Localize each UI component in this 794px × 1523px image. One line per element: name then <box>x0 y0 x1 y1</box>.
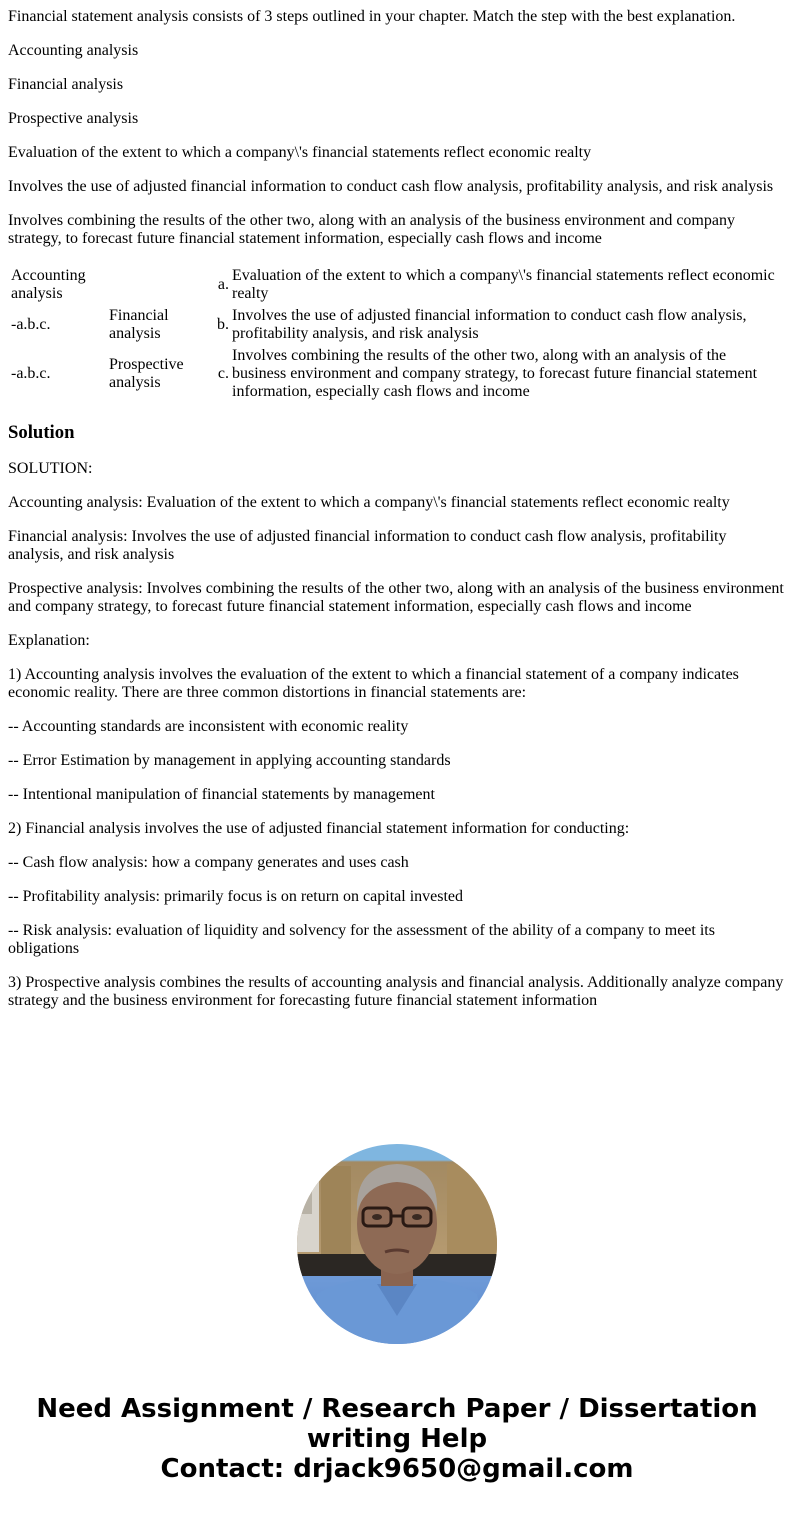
explanation-paragraph: -- Risk analysis: evaluation of liquidity and solvency for the assessment of the ability of a company to meet its obligations <box>8 922 715 957</box>
table-row <box>10 306 784 344</box>
table-row <box>10 266 784 304</box>
solution-label: SOLUTION: <box>8 460 93 477</box>
solution-answer: Financial analysis: Involves the use of adjusted financial information to conduct cash flow analysis, profitability analysis, and risk analysis <box>8 528 727 563</box>
option-letter: c. <box>217 365 229 382</box>
step-prospective: Prospective analysis <box>8 110 139 127</box>
explanation-paragraph: -- Error Estimation by management in applying accounting standards <box>8 752 451 769</box>
option-letter: a. <box>217 276 229 293</box>
explanation-paragraph: -- Accounting standards are inconsistent with economic reality <box>8 718 409 735</box>
explanation-paragraph: 2) Financial analysis involves the use of adjusted financial statement information for conducting: <box>8 820 630 837</box>
option-text: Involves the use of adjusted financial information to conduct cash flow analysis, profitability analysis, and risk analysis <box>232 307 747 342</box>
explanation-paragraph: -- Profitability analysis: primarily focus is on return on capital invested <box>8 888 464 905</box>
step-financial: Financial analysis <box>8 76 124 93</box>
promo-headline: Need Assignment / Research Paper / Dissertation writing Help <box>36 1394 758 1454</box>
step-accounting: Accounting analysis <box>8 42 139 59</box>
match-table <box>8 264 786 404</box>
explanation-paragraph: 3) Prospective analysis combines the results of accounting analysis and financial analysis. Additionally analyze company strategy and the business environment for forecasting future financial statement information <box>8 974 784 1009</box>
explanation-paragraph: 1) Accounting analysis involves the evaluation of the extent to which a financial statement of a company indicates economic reality. There are three common distortions in financial statements are: <box>8 666 739 701</box>
match-step: Financial analysis <box>109 307 169 342</box>
explanation-a: Evaluation of the extent to which a company\'s financial statements reflect economic realty <box>8 144 592 161</box>
match-select[interactable]: -a.b.c. <box>11 316 51 333</box>
promo-contact[interactable]: Contact: drjack9650@gmail.com <box>160 1454 634 1484</box>
option-letter: b. <box>217 316 229 333</box>
person-photo-icon <box>297 1144 497 1344</box>
match-step <box>108 266 210 304</box>
promo-banner <box>0 1394 794 1484</box>
question-prompt: Financial statement analysis consists of 3 steps outlined in your chapter. Match the step with the best explanation. <box>8 8 736 25</box>
explanation-paragraph: -- Cash flow analysis: how a company generates and uses cash <box>8 854 409 871</box>
match-step: Prospective analysis <box>109 356 184 391</box>
avatar <box>297 1144 497 1344</box>
document <box>0 8 794 1010</box>
explanation-c: Involves combining the results of the other two, along with an analysis of the business environment and company strategy, to forecast future financial statement information, especially cash flows and income <box>8 212 735 247</box>
table-row <box>10 346 784 402</box>
solution-answer: Prospective analysis: Involves combining the results of the other two, along with an analysis of the business environment and company strategy, to forecast future financial statement information, especially cash flows and income <box>8 580 784 615</box>
explanation-label: Explanation: <box>8 632 90 649</box>
match-select[interactable]: Accounting analysis <box>11 267 86 302</box>
option-text: Evaluation of the extent to which a company\'s financial statements reflect economic realty <box>232 267 775 302</box>
option-text: Involves combining the results of the other two, along with an analysis of the business environment and company strategy, to forecast future financial statement information, especially cash flows and income <box>232 347 758 400</box>
solution-heading: Solution <box>8 422 75 443</box>
explanation-paragraph: -- Intentional manipulation of financial statements by management <box>8 786 435 803</box>
promo-avatar-wrap <box>0 1144 794 1344</box>
match-select[interactable]: -a.b.c. <box>11 365 51 382</box>
solution-answer: Accounting analysis: Evaluation of the extent to which a company\'s financial statements reflect economic realty <box>8 494 730 511</box>
explanation-b: Involves the use of adjusted financial information to conduct cash flow analysis, profitability analysis, and risk analysis <box>8 178 774 195</box>
